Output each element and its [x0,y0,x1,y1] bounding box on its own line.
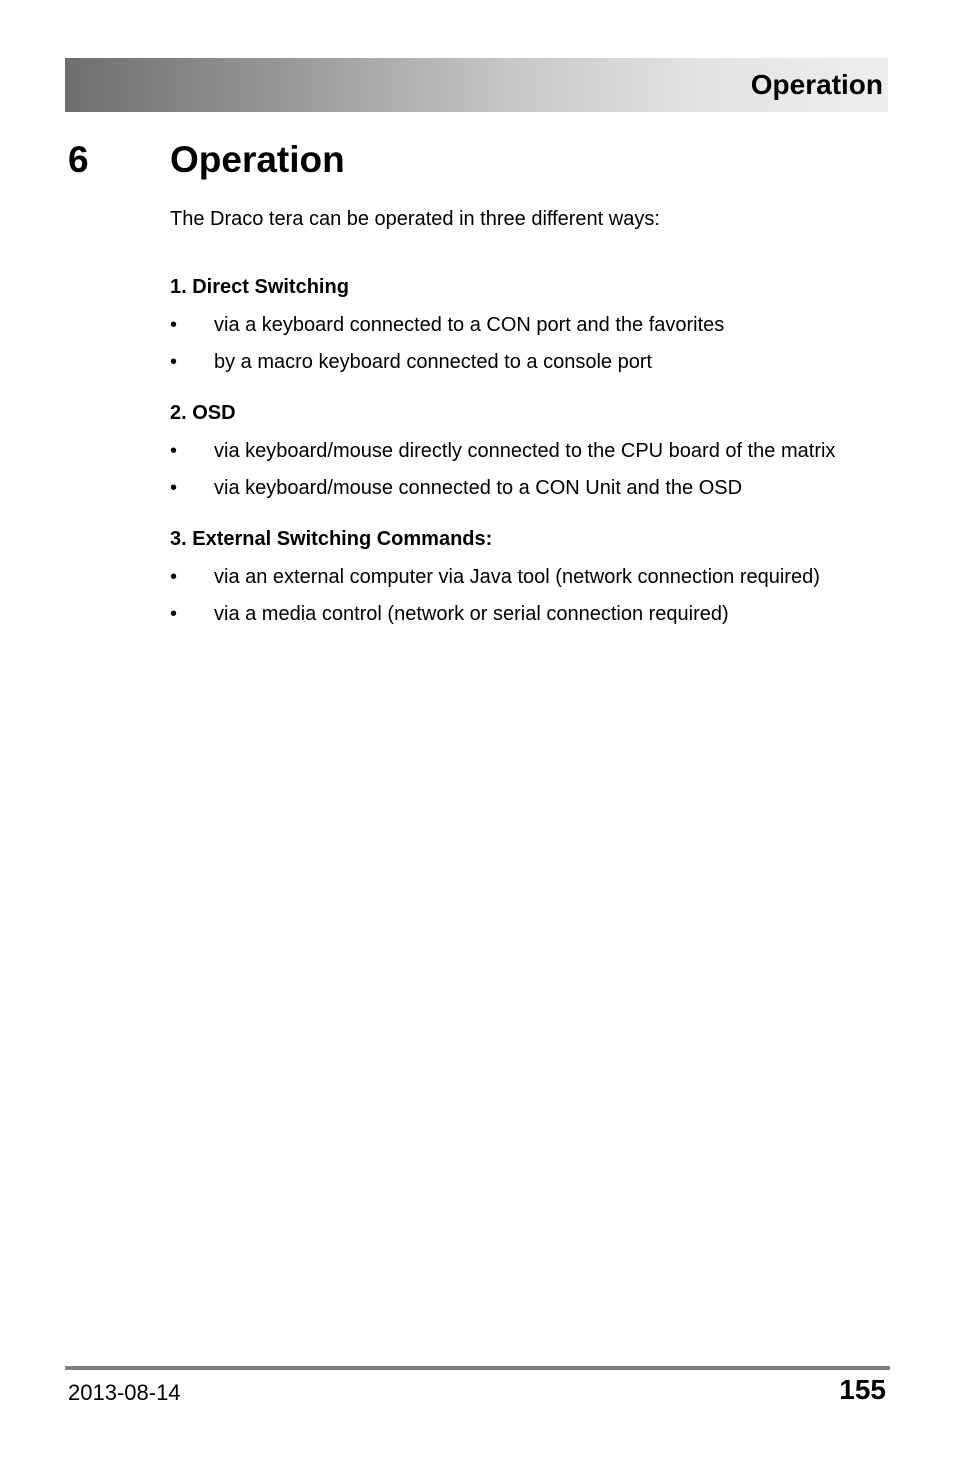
intro-paragraph: The Draco tera can be operated in three different ways: [170,208,660,230]
chapter-number: 6 [68,139,89,180]
bullet-list [170,310,882,377]
list-item-text: via a keyboard connected to a CON port and the favorites [214,314,725,336]
bullet-icon: • [170,566,178,588]
footer-date: 2013-08-14 [68,1380,181,1405]
bullet-icon: • [170,314,178,336]
footer-divider [65,1366,890,1370]
chapter-title: Operation [170,139,345,180]
bullet-icon: • [170,351,178,373]
header-title: Operation [750,69,883,100]
list-item-text: via an external computer via Java tool (network connection required) [214,566,820,588]
list-item [170,347,882,377]
main-content [170,204,882,650]
list-item [170,473,882,503]
list-item-text: via keyboard/mouse connected to a CON Unit and the OSD [214,477,743,499]
section-external-switching [170,524,882,629]
bullet-list [170,562,882,629]
bullet-icon: • [170,477,178,499]
list-item-text: via a media control (network or serial connection required) [214,603,729,625]
bullet-list [170,436,882,503]
list-item-text: via keyboard/mouse directly connected to the CPU board of the matrix [214,440,836,462]
bullet-icon: • [170,440,178,462]
bullet-icon: • [170,603,178,625]
list-item-text: by a macro keyboard connected to a console port [214,351,653,373]
list-item [170,436,882,466]
list-item [170,599,882,629]
list-item [170,562,882,592]
page-header-band [65,58,888,112]
section-title: 2. OSD [170,402,236,424]
page-number: 155 [839,1374,886,1405]
list-item [170,310,882,340]
section-title: 3. External Switching Commands: [170,528,493,550]
section-title: 1. Direct Switching [170,276,349,298]
section-osd [170,398,882,503]
section-direct-switching [170,272,882,377]
